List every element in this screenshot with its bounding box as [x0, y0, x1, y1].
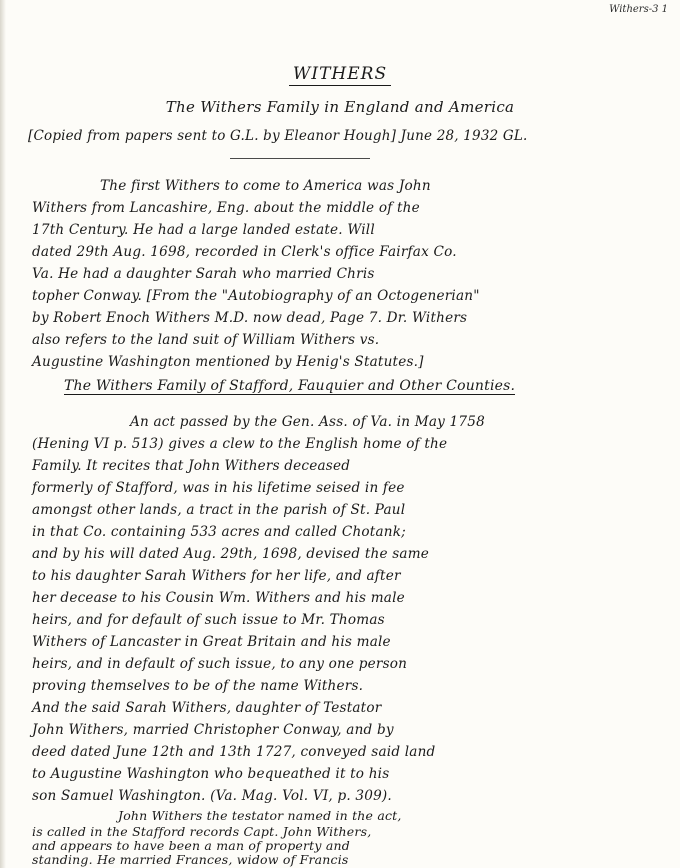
paragraph-3-line: standing. He married Frances, widow of Francis: [32, 852, 349, 867]
paragraph-1-line: dated 29th Aug. 1698, recorded in Clerk's office Fairfax Co.: [32, 244, 457, 260]
section-heading: [64, 378, 515, 394]
paragraph-2-line: heirs, and in default of such issue, to any one person: [32, 656, 408, 672]
paragraph-1-line: Augustine Washington mentioned by Henig's Statutes.]: [32, 354, 424, 370]
paragraph-3-line: John Withers the testator named in the act,: [118, 808, 402, 823]
paragraph-2-line: formerly of Stafford, was in his lifetime seised in fee: [32, 480, 405, 496]
page-title-text: WITHERS: [289, 64, 391, 86]
paragraph-3-line: and appears to have been a man of property and: [32, 838, 350, 853]
paragraph-2-line: (Hening VI p. 513) gives a clew to the English home of the: [32, 436, 448, 452]
page-number-note: Withers-3 1: [609, 4, 668, 15]
paragraph-2-line: amongst other lands, a tract in the parish of St. Paul: [32, 502, 406, 518]
paragraph-2-line: her decease to his Cousin Wm. Withers and his male: [32, 590, 405, 606]
paragraph-3-line: is called in the Stafford records Capt. John Withers,: [32, 824, 372, 839]
paragraph-2-line: proving themselves to be of the name Withers.: [32, 678, 364, 694]
page-edge-shadow: [0, 0, 6, 868]
divider-rule: [230, 158, 370, 159]
paragraph-2-line: And the said Sarah Withers, daughter of Testator: [32, 700, 382, 716]
paragraph-2-line: An act passed by the Gen. Ass. of Va. in May 1758: [130, 414, 485, 430]
paragraph-2-line: Withers of Lancaster in Great Britain and his male: [32, 634, 391, 650]
paragraph-1-line: also refers to the land suit of William Withers vs.: [32, 332, 380, 348]
paragraph-2-line: in that Co. containing 533 acres and called Chotank;: [32, 524, 406, 540]
paragraph-1-line: Va. He had a daughter Sarah who married Chris: [32, 266, 375, 282]
paragraph-1-line: The first Withers to come to America was John: [100, 178, 431, 194]
paragraph-2-line: to his daughter Sarah Withers for her life, and after: [32, 568, 401, 584]
paragraph-2-line: deed dated June 12th and 13th 1727, conveyed said land: [32, 744, 436, 760]
paragraph-2-line: heirs, and for default of such issue to Mr. Thomas: [32, 612, 385, 628]
paragraph-1-line: Withers from Lancashire, Eng. about the middle of the: [32, 200, 420, 216]
paragraph-2-line: John Withers, married Christopher Conway, and by: [32, 722, 394, 738]
paragraph-2-line: and by his will dated Aug. 29th, 1698, devised the same: [32, 546, 430, 562]
paragraph-2-line: son Samuel Washington. (Va. Mag. Vol. VI, p. 309).: [32, 788, 392, 804]
page-title: [0, 64, 680, 84]
paragraph-1-line: topher Conway. [From the "Autobiography of an Octogenerian": [32, 288, 480, 304]
source-citation: [Copied from papers sent to G.L. by Eleanor Hough] June 28, 1932 GL.: [28, 128, 528, 144]
page-subtitle: The Withers Family in England and America: [165, 98, 515, 116]
paragraph-1-line: 17th Century. He had a large landed estate. Will: [32, 222, 375, 238]
paragraph-2-line: Family. It recites that John Withers deceased: [32, 458, 351, 474]
paragraph-1-line: by Robert Enoch Withers M.D. now dead, Page 7. Dr. Withers: [32, 310, 468, 326]
section-heading-text: The Withers Family of Stafford, Fauquier and Other Counties.: [64, 378, 516, 394]
paragraph-2-line: to Augustine Washington who bequeathed it to his: [32, 766, 390, 782]
